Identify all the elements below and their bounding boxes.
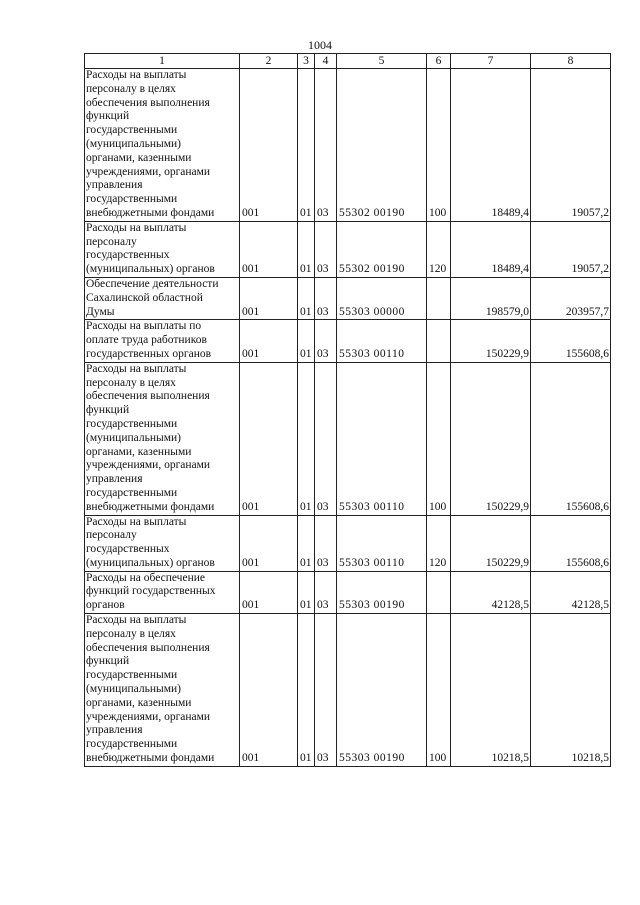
ministry-code-cell: 001 <box>240 362 298 515</box>
amount-year-1-cell: 150229,9 <box>451 515 531 571</box>
expense-name-cell: Расходы на выплаты персоналу в целях обеспечения выполнения функций государственными (муниципальными) органами, казенными учреждениями, органами управления государственными внебюджетными фондами <box>85 69 240 222</box>
section-code-cell: 01 <box>298 362 315 515</box>
target-code-cell: 55303 00190 <box>337 614 427 767</box>
subsection-code-cell: 03 <box>315 571 337 613</box>
subsection-code-cell: 03 <box>315 320 337 362</box>
subsection-code-cell: 03 <box>315 277 337 319</box>
amount-year-1-cell: 150229,9 <box>451 320 531 362</box>
expense-type-cell: 120 <box>427 515 451 571</box>
ministry-code-cell: 001 <box>240 571 298 613</box>
target-code-cell: 55302 00190 <box>337 69 427 222</box>
subsection-code-cell: 03 <box>315 614 337 767</box>
subsection-code-cell: 03 <box>315 69 337 222</box>
budget-table <box>84 53 611 767</box>
target-code-cell: 55303 00110 <box>337 515 427 571</box>
expense-name-cell: Расходы на выплаты персоналу в целях обеспечения выполнения функций государственными (муниципальными) органами, казенными учреждениями, органами управления государственными внебюджетными фондами <box>85 362 240 515</box>
table-row <box>85 320 611 362</box>
amount-year-2-cell: 42128,5 <box>531 571 611 613</box>
section-code-cell: 01 <box>298 277 315 319</box>
amount-year-2-cell: 10218,5 <box>531 614 611 767</box>
section-code-cell: 01 <box>298 320 315 362</box>
table-row <box>85 362 611 515</box>
header-cell: 6 <box>427 54 451 69</box>
amount-year-2-cell: 203957,7 <box>531 277 611 319</box>
expense-name-cell: Расходы на выплаты персоналу государственных (муниципальных) органов <box>85 221 240 277</box>
amount-year-1-cell: 18489,4 <box>451 221 531 277</box>
header-cell: 8 <box>531 54 611 69</box>
table-row <box>85 614 611 767</box>
expense-name-cell: Обеспечение деятельности Сахалинской областной Думы <box>85 277 240 319</box>
section-code-cell: 01 <box>298 614 315 767</box>
ministry-code-cell: 001 <box>240 515 298 571</box>
ministry-code-cell: 001 <box>240 614 298 767</box>
header-cell: 4 <box>315 54 337 69</box>
target-code-cell: 55303 00000 <box>337 277 427 319</box>
expense-type-cell: 100 <box>427 69 451 222</box>
table-row <box>85 515 611 571</box>
amount-year-2-cell: 155608,6 <box>531 362 611 515</box>
target-code-cell: 55303 00110 <box>337 362 427 515</box>
section-code-cell: 01 <box>298 221 315 277</box>
subsection-code-cell: 03 <box>315 515 337 571</box>
expense-name-cell: Расходы на выплаты персоналу государственных (муниципальных) органов <box>85 515 240 571</box>
header-cell: 7 <box>451 54 531 69</box>
subsection-code-cell: 03 <box>315 362 337 515</box>
expense-type-cell <box>427 277 451 319</box>
table-row <box>85 277 611 319</box>
amount-year-2-cell: 19057,2 <box>531 69 611 222</box>
ministry-code-cell: 001 <box>240 277 298 319</box>
ministry-code-cell: 001 <box>240 221 298 277</box>
expense-name-cell: Расходы на обеспечение функций государственных органов <box>85 571 240 613</box>
section-code-cell: 01 <box>298 515 315 571</box>
amount-year-2-cell: 155608,6 <box>531 515 611 571</box>
header-cell: 1 <box>85 54 240 69</box>
header-cell: 3 <box>298 54 315 69</box>
expense-type-cell: 100 <box>427 614 451 767</box>
section-code-cell: 01 <box>298 571 315 613</box>
table-row <box>85 571 611 613</box>
expense-type-cell <box>427 571 451 613</box>
table-row <box>85 69 611 222</box>
amount-year-1-cell: 18489,4 <box>451 69 531 222</box>
amount-year-1-cell: 198579,0 <box>451 277 531 319</box>
target-code-cell: 55303 00190 <box>337 571 427 613</box>
target-code-cell: 55302 00190 <box>337 221 427 277</box>
amount-year-2-cell: 19057,2 <box>531 221 611 277</box>
page-number: 1004 <box>308 38 332 52</box>
expense-type-cell: 120 <box>427 221 451 277</box>
section-code-cell: 01 <box>298 69 315 222</box>
expense-type-cell: 100 <box>427 362 451 515</box>
table-header-row <box>85 54 611 69</box>
ministry-code-cell: 001 <box>240 69 298 222</box>
expense-type-cell <box>427 320 451 362</box>
amount-year-2-cell: 155608,6 <box>531 320 611 362</box>
expense-name-cell: Расходы на выплаты персоналу в целях обеспечения выполнения функций государственными (муниципальными) органами, казенными учреждениями, органами управления государственными внебюджетными фондами <box>85 614 240 767</box>
amount-year-1-cell: 10218,5 <box>451 614 531 767</box>
amount-year-1-cell: 42128,5 <box>451 571 531 613</box>
table-row <box>85 221 611 277</box>
header-cell: 2 <box>240 54 298 69</box>
target-code-cell: 55303 00110 <box>337 320 427 362</box>
subsection-code-cell: 03 <box>315 221 337 277</box>
amount-year-1-cell: 150229,9 <box>451 362 531 515</box>
ministry-code-cell: 001 <box>240 320 298 362</box>
expense-name-cell: Расходы на выплаты по оплате труда работников государственных органов <box>85 320 240 362</box>
header-cell: 5 <box>337 54 427 69</box>
